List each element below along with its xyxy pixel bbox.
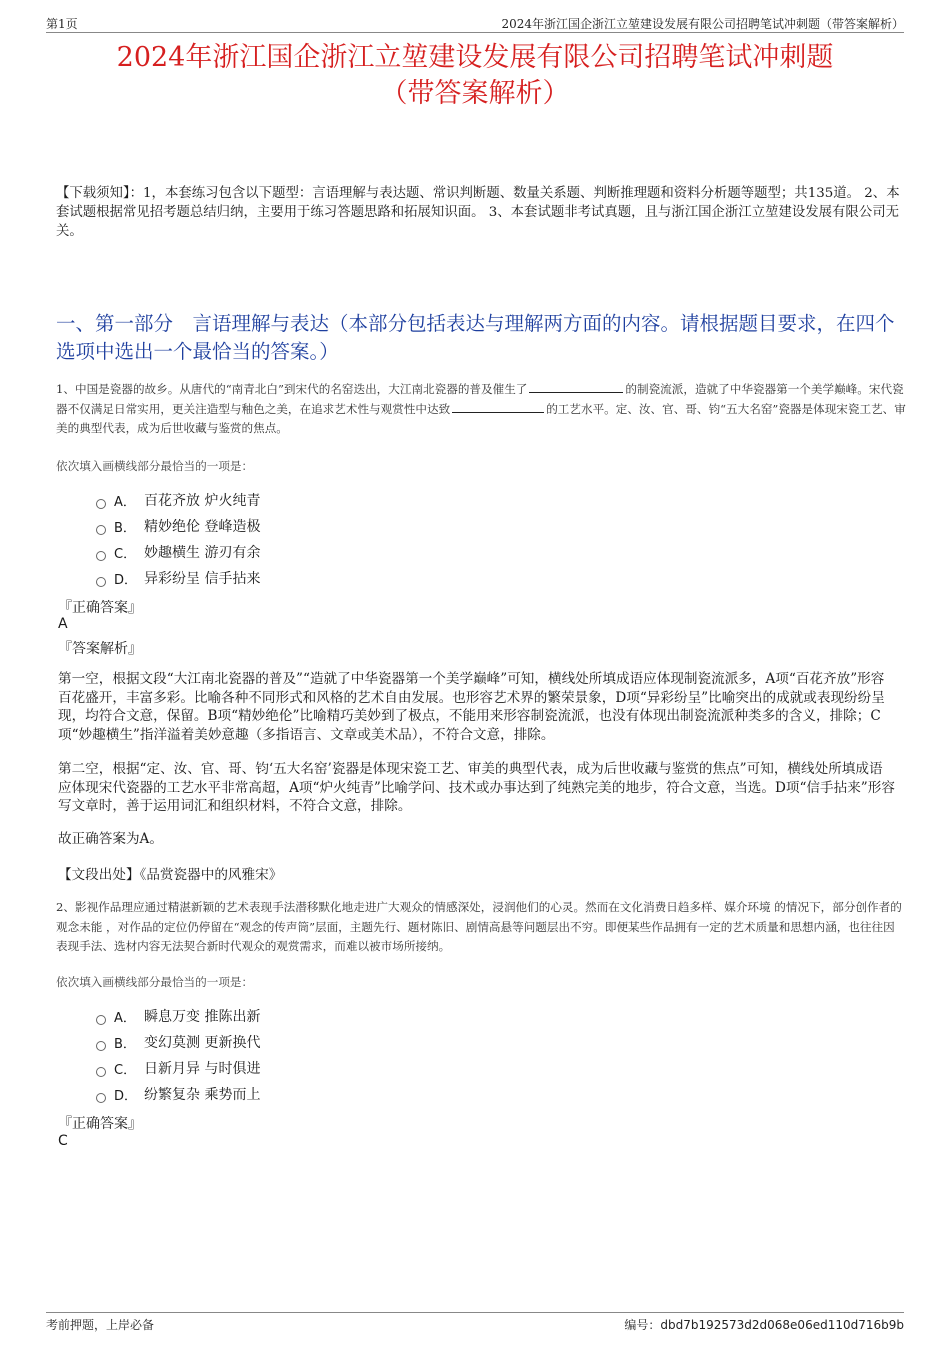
option-letter: D． [114, 572, 138, 588]
question-1-part-b: 的制瓷流派，造就了中华瓷器第一个美学巅峰。宋代瓷器不仅满足日常实用，更关注造型与釉色之美，在追求艺术性与观赏性中达致 [56, 382, 904, 416]
question-2-instruction: 依次填入画横线部分最恰当的一项是： [56, 975, 254, 989]
question-1-options [96, 487, 260, 591]
option-c[interactable] [96, 1055, 260, 1081]
title-line-2: （带答案解析） [380, 78, 570, 109]
radio-icon[interactable] [96, 1067, 106, 1077]
option-d[interactable] [96, 565, 260, 591]
correct-answer-label: 『正确答案』 [58, 600, 142, 616]
correct-answer: C [58, 1133, 68, 1149]
analysis-conclusion: 故正确答案为A。 [58, 831, 163, 847]
footer-code: dbd7b192573d2d068e06ed110d716b9b [660, 1318, 904, 1332]
option-letter: D． [114, 1088, 138, 1104]
radio-icon[interactable] [96, 499, 106, 509]
page-header [46, 12, 904, 33]
option-d[interactable] [96, 1081, 260, 1107]
option-text: 变幻莫测 更新换代 [144, 1035, 261, 1051]
page-number: 第1页 [46, 17, 78, 31]
header-doc-title: 2024年浙江国企浙江立堃建设发展有限公司招聘笔试冲刺题（带答案解析） [501, 17, 904, 31]
option-text: 日新月异 与时俱进 [144, 1061, 261, 1077]
option-b[interactable] [96, 1029, 260, 1055]
option-text: 妙趣横生 游刃有余 [144, 545, 261, 561]
footer-code-block [624, 1316, 904, 1333]
option-text: 瞬息万变 推陈出新 [144, 1009, 261, 1025]
correct-answer-label: 『正确答案』 [58, 1116, 142, 1132]
option-a[interactable] [96, 487, 260, 513]
option-letter: A． [114, 494, 136, 510]
analysis-label: 『答案解析』 [58, 641, 142, 657]
radio-icon[interactable] [96, 525, 106, 535]
radio-icon[interactable] [96, 577, 106, 587]
blank-line [529, 380, 623, 393]
option-letter: A． [114, 1010, 136, 1026]
radio-icon[interactable] [96, 1093, 106, 1103]
option-letter: B． [114, 1036, 136, 1052]
option-text: 百花齐放 炉火纯青 [144, 493, 261, 509]
document-title [40, 40, 910, 112]
radio-icon[interactable] [96, 1015, 106, 1025]
blank-line [452, 400, 544, 413]
passage-source: 【文段出处】《品赏瓷器中的风雅宋》 [58, 867, 283, 883]
radio-icon[interactable] [96, 1041, 106, 1051]
option-c[interactable] [96, 539, 260, 565]
question-1-text [56, 380, 906, 439]
radio-icon[interactable] [96, 551, 106, 561]
question-2-options [96, 1003, 260, 1107]
option-text: 纷繁复杂 乘势而上 [144, 1087, 261, 1103]
option-letter: C． [114, 546, 137, 562]
option-letter: B． [114, 520, 136, 536]
download-notice: 【下载须知】：1，本套练习包含以下题型：言语理解与表达题、常识判断题、数量关系题、判断推理题和资料分析题等题型；共135道。 2、本套试题根据常见招考题总结归纳，主要用于练习答题思路和拓展知识面。 3、本套试题非考试真题，且与浙江国企浙江立堃建设发展有限公司无关。 [56, 186, 900, 239]
option-text: 异彩纷呈 信手拈来 [144, 571, 261, 587]
analysis-paragraph-2: 第二空，根据“定、汝、官、哥、钧‘五大名窑’瓷器是体现宋瓷工艺、审美的典型代表，成为后世收藏与鉴赏的焦点”可知，横线处所填成语应体现宋代瓷器的工艺水平非常高超，A项“炉火纯青”比喻学问、技术或办事达到了纯熟完美的地步，符合文意，当选。D项“信手拈来”形容写文章时，善于运用词汇和组织材料，不符合文意，排除。 [58, 761, 895, 814]
question-1-part-c: 的工艺水平。定、汝、官、哥、钧“五大名窑”瓷器是体现宋瓷工艺、审美的典型代表，成为后世收藏与鉴赏的焦点。 [56, 401, 906, 435]
question-1-instruction: 依次填入画横线部分最恰当的一项是： [56, 459, 254, 473]
analysis-paragraph-1: 第一空，根据文段“大江南北瓷器的普及”“造就了中华瓷器第一个美学巅峰”可知，横线处所填成语应体现制瓷流派多，A项“百花齐放”形容百花盛开，丰富多彩。比喻各种不同形式和风格的艺术自由发展。也形容艺术界的繁荣景象，D项“异彩纷呈”比喻突出的成就或表现纷纷呈现，均符合文意，保留。B项“精妙绝伦”比喻精巧美妙到了极点，不能用来形容制瓷流派，也没有体现出制瓷流派种类多的含义，排除；C项“妙趣横生”指洋溢着美妙意趣（多指语言、文章或美术品），不符合文意，排除。 [58, 671, 885, 743]
option-text: 精妙绝伦 登峰造极 [144, 519, 261, 535]
question-1-part-a: 1、中国是瓷器的故乡。从唐代的“南青北白”到宋代的名窑迭出，大江南北瓷器的普及催生了 [56, 382, 528, 396]
page-footer [46, 1312, 904, 1335]
option-a[interactable] [96, 1003, 260, 1029]
question-2-text: 2、影视作品理应通过精湛新颖的艺术表现手法潜移默化地走进广大观众的情感深处，浸润他们的心灵。然而在文化消费日趋多样、媒介环境 的情况下，部分创作者的观念未能 ，对作品的定位仍停留在“观念的传声筒”层面，主题先行、题材陈旧、剧情高悬等问题层出不穷。即便某些作品拥有一定的艺术质量和思想内涵，也往往因表现手法、选材内容无法契合新时代观众的观赏需求，而难以被市场所接纳。 [56, 900, 902, 953]
title-line-1: 2024年浙江国企浙江立堃建设发展有限公司招聘笔试冲刺题 [116, 42, 834, 73]
option-letter: C． [114, 1062, 137, 1078]
option-b[interactable] [96, 513, 260, 539]
footer-code-label: 编号： [624, 1318, 661, 1332]
correct-answer: A [58, 616, 68, 632]
footer-slogan: 考前押题，上岸必备 [46, 1318, 155, 1332]
section-heading: 一、第一部分 言语理解与表达（本部分包括表达与理解两方面的内容。请根据题目要求，在四个选项中选出一个最恰当的答案。） [56, 312, 895, 363]
